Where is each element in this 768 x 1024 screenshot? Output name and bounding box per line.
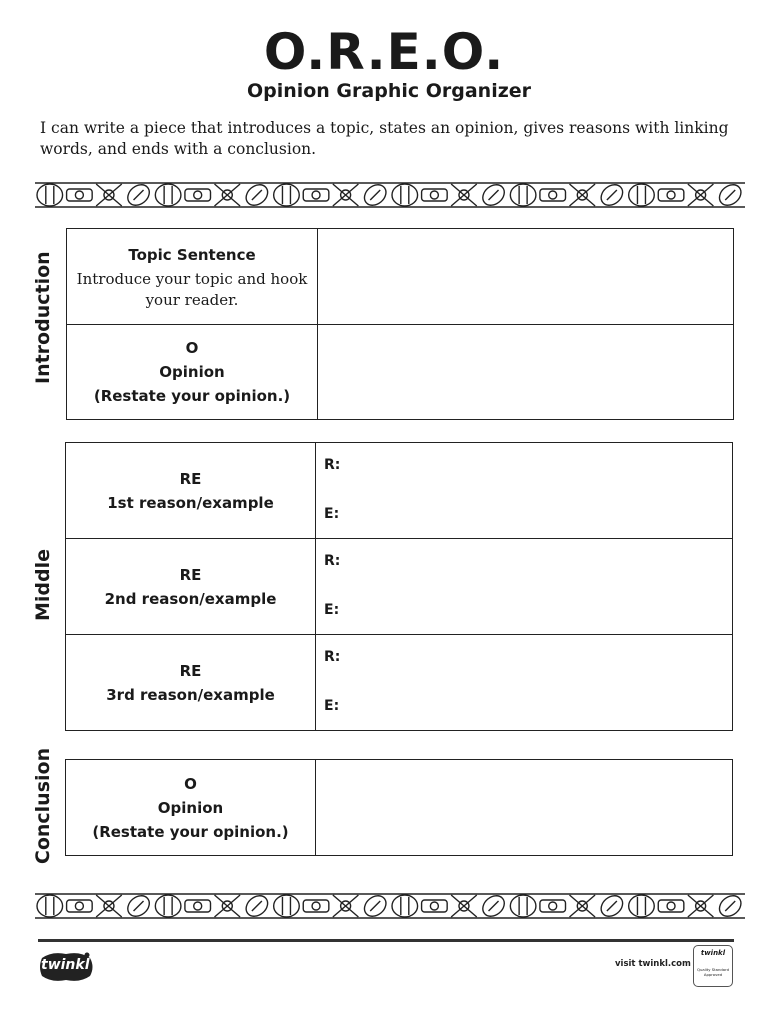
border-pattern-unit <box>510 181 745 210</box>
reason-1-letters: RE <box>179 469 202 488</box>
border-pattern-unit <box>37 892 272 921</box>
border-pattern-unit <box>510 892 745 921</box>
border-pattern-unit <box>274 892 509 921</box>
intro-opinion-heading: Opinion <box>159 363 225 381</box>
intro-opinion-answer-box[interactable] <box>318 325 734 420</box>
conclusion-opinion-answer-box[interactable] <box>316 760 733 856</box>
reason-3-label: 3rd reason/example <box>106 685 275 704</box>
visit-link[interactable]: visit twinkl.com <box>615 959 691 969</box>
reason-3-r-label: R: <box>324 649 341 665</box>
page-subtitle: Opinion Graphic Organizer <box>246 80 532 102</box>
conclusion-opinion-note: (Restate your opinion.) <box>92 822 289 841</box>
reason-1-answer-box[interactable] <box>316 443 733 539</box>
conclusion-opinion-heading: Opinion <box>157 798 224 817</box>
border-pattern-unit <box>37 181 272 210</box>
section-label-conclusion: Conclusion <box>32 747 54 865</box>
badge-brand-text: twinkl <box>700 949 726 957</box>
reason-2-letters: RE <box>179 565 202 584</box>
decorative-border-top <box>35 180 745 210</box>
reason-2-label: 2nd reason/example <box>104 589 277 608</box>
conclusion-opinion-letter: O <box>184 774 197 793</box>
introduction-table <box>66 228 734 420</box>
reason-2-r-label: R: <box>324 553 341 569</box>
intro-opinion-cell <box>67 325 318 420</box>
reason-3-e-label: E: <box>324 698 340 714</box>
page-title: O.R.E.O. <box>263 23 505 81</box>
section-label-middle: Middle <box>32 548 54 622</box>
conclusion-table <box>65 759 733 856</box>
conclusion-opinion-cell <box>66 760 316 856</box>
topic-sentence-heading: Topic Sentence <box>128 245 256 264</box>
reason-1-label: 1st reason/example <box>107 493 274 512</box>
reason-2-e-label: E: <box>324 602 340 618</box>
border-pattern-unit <box>274 181 509 210</box>
intro-opinion-note: (Restate your opinion.) <box>93 387 291 405</box>
reason-1-cell <box>66 443 316 539</box>
reason-2-cell <box>66 539 316 635</box>
footer-divider <box>38 939 734 942</box>
topic-sentence-description: Introduce your topic and hook your reader. <box>76 269 308 309</box>
logo-text: twinkl <box>41 957 90 973</box>
middle-table <box>65 442 733 731</box>
reason-2-answer-box[interactable] <box>316 539 733 635</box>
topic-sentence-answer-box[interactable] <box>318 229 734 325</box>
topic-sentence-cell <box>67 229 318 325</box>
badge-approved-text: Quality Standard Approved <box>696 967 730 977</box>
intro-opinion-letter: O <box>185 339 199 357</box>
decorative-border-bottom <box>35 891 745 921</box>
reason-3-cell <box>66 635 316 731</box>
reason-3-letters: RE <box>179 661 202 680</box>
reason-3-answer-box[interactable] <box>316 635 733 731</box>
section-label-introduction: Introduction <box>32 251 54 384</box>
reason-1-r-label: R: <box>324 457 341 473</box>
instructions-text: I can write a piece that introduces a topic, states an opinion, gives reasons with linking words, and ends with a conclusion. <box>40 119 729 158</box>
reason-1-e-label: E: <box>324 506 340 522</box>
